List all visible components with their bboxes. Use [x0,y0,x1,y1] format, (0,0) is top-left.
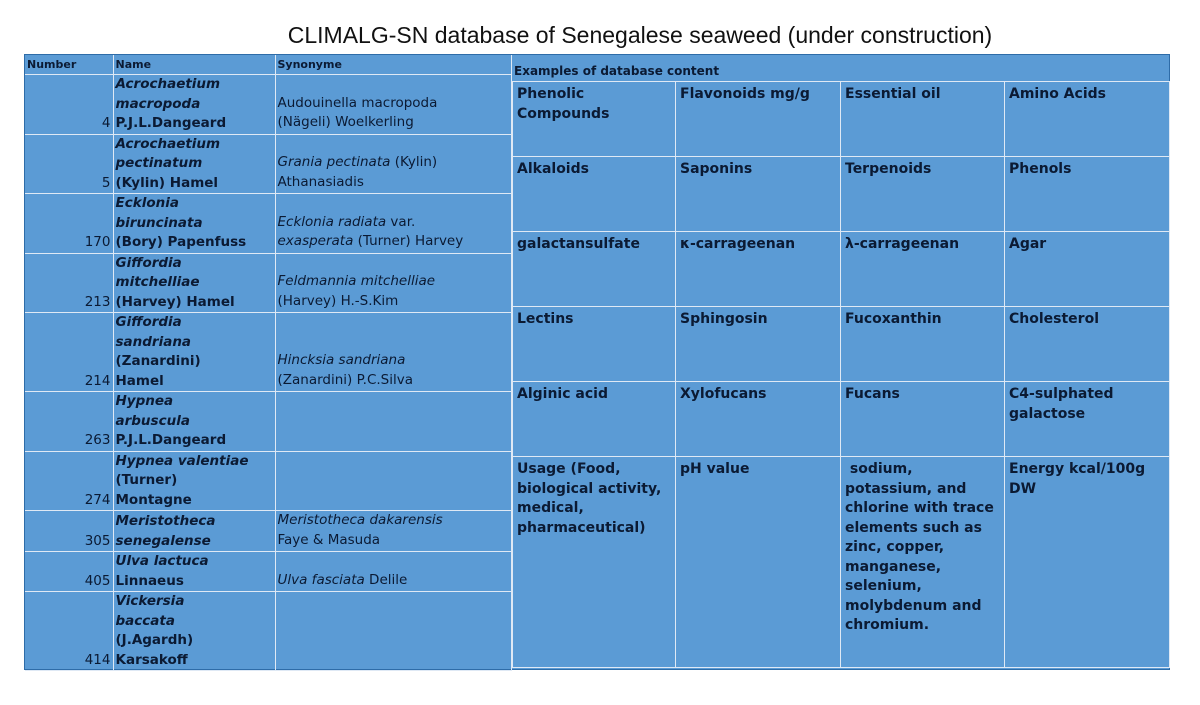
synonym-author-part: (Zanardini) P.C.Silva [277,371,413,388]
table-row [25,253,511,313]
species-name-line: Hamel [115,372,164,389]
species-number: 414 [25,592,113,671]
synonym-italic-part: Grania pectinata [277,154,391,170]
species-name-line: sandriana [115,333,192,350]
grid-cell: Alkaloids [513,157,676,232]
species-number: 213 [25,253,113,313]
species-name-line: mitchelliae [115,274,200,290]
species-number: 405 [25,552,113,592]
synonym-line [278,94,509,114]
species-name-line: P.J.L.Dangeard [115,432,227,448]
grid-cell: C4-sulphated galactose [1005,382,1170,457]
species-number: 5 [25,134,113,194]
examples-section [512,55,1169,669]
grid-cell: Phenols [1005,157,1170,232]
grid-cell: Energy kcal/100g DW [1005,457,1170,668]
species-name-line: P.J.L.Dangeard [115,115,227,131]
species-number: 170 [25,194,113,254]
grid-cell: pH value [676,457,841,668]
species-name-line: (Turner) [115,472,178,488]
synonym-line [278,371,509,391]
species-synonym [275,451,511,511]
grid-row [513,382,1170,457]
grid-row [513,307,1170,382]
examples-grid [512,81,1170,668]
species-name [113,592,275,671]
table-row [25,75,511,135]
species-synonym [275,511,511,552]
species-name-line: (Kylin) Hamel [115,174,219,191]
examples-title: Examples of database content [514,64,720,78]
species-name-line: (Bory) Papenfuss [115,234,247,250]
table-row [25,134,511,194]
grid-cell: κ-carrageenan [676,232,841,307]
synonym-line [278,173,509,193]
synonym-line [278,351,509,371]
species-synonym [275,392,511,452]
grid-cell: Cholesterol [1005,307,1170,382]
species-name-line: macropoda [115,95,201,112]
species-synonym [275,313,511,392]
species-synonym [275,134,511,194]
species-name [113,75,275,135]
header-name: Name [113,55,275,75]
synonym-line [278,232,509,252]
synonym-italic-part: Ecklonia radiata [277,213,387,230]
species-number: 214 [25,313,113,392]
synonym-author-part: Audouinella macropoda [277,94,438,111]
species-name [113,253,275,313]
species-name-line: Montagne [115,491,192,508]
synonym-line [278,213,509,233]
species-name-line: (J.Agardh) [115,632,194,648]
grid-cell: Usage (Food, biological activity, medical, pharmaceutical) [513,457,676,668]
species-synonym [275,552,511,592]
species-name-line: Hypnea [115,393,174,409]
species-synonym [275,194,511,254]
grid-cell: Phenolic Compounds [513,82,676,157]
synonym-author-part: Faye & Masuda [277,531,381,548]
grid-cell: Amino Acids [1005,82,1170,157]
synonym-author-part: (Turner) Harvey [353,233,464,249]
species-name [113,552,275,592]
species-synonym [275,253,511,313]
species-name-line: (Harvey) Hamel [115,293,235,310]
species-name-line: baccata [115,612,175,629]
species-name-line: Karsakoff [115,651,188,668]
species-number: 4 [25,75,113,135]
species-name-line: Acrochaetium [115,76,221,92]
synonym-italic-part: exasperata [277,233,354,249]
synonym-author-part: var. [386,213,416,230]
species-number: 305 [25,511,113,552]
species-name-line: Hypnea valentiae [115,452,249,469]
grid-cell: Flavonoids mg/g [676,82,841,157]
grid-cell: Terpenoids [841,157,1005,232]
table-row [25,592,511,671]
database-panel [24,54,1170,670]
grid-row [513,82,1170,157]
grid-cell: Lectins [513,307,676,382]
species-name-line: arbuscula [115,412,190,429]
table-row [25,451,511,511]
grid-cell: λ-carrageenan [841,232,1005,307]
synonym-line [278,153,509,173]
synonym-italic-part: Ulva fasciata [277,571,365,588]
grid-cell: Essential oil [841,82,1005,157]
table-row [25,313,511,392]
species-name-line: Ulva lactuca [115,553,209,569]
species-name-line: senegalense [115,532,211,549]
synonym-author-part: (Kylin) [390,154,438,170]
grid-cell: galactansulfate [513,232,676,307]
header-synonym: Synonyme [275,55,511,75]
species-name-line: Giffordia [115,314,182,330]
species-name-line: Linnaeus [115,572,184,589]
synonym-line [278,292,509,312]
species-synonym [275,75,511,135]
species-name [113,392,275,452]
grid-cell: Agar [1005,232,1170,307]
grid-cell: Alginic acid [513,382,676,457]
table-row [25,511,511,552]
species-name-line: Acrochaetium [115,135,221,152]
synonym-line [278,272,509,292]
species-number: 263 [25,392,113,452]
synonym-author-part: (Nägeli) Woelkerling [277,114,414,130]
species-name-line: Vickersia [115,593,185,609]
header-number: Number [25,55,113,75]
grid-cell: Fucoxanthin [841,307,1005,382]
species-name-line: Meristotheca [115,513,216,529]
grid-cell: Sphingosin [676,307,841,382]
synonym-author-part: Athanasiadis [277,173,364,190]
grid-row [513,232,1170,307]
grid-cell: Fucans [841,382,1005,457]
species-table [25,55,512,671]
species-name-line: Giffordia [115,254,182,271]
grid-row [513,157,1170,232]
table-row [25,194,511,254]
synonym-line [278,113,509,133]
species-number: 274 [25,451,113,511]
table-row [25,552,511,592]
synonym-italic-part: Hincksia sandriana [277,352,406,368]
species-table-body [25,75,511,671]
grid-cell: Saponins [676,157,841,232]
synonym-italic-part: Meristotheca dakarensis [277,512,443,528]
species-table-header [25,55,511,75]
species-name-line: biruncinata [115,214,203,231]
synonym-author-part: (Harvey) H.-S.Kim [277,292,399,309]
grid-row [513,457,1170,668]
grid-cell: Xylofucans [676,382,841,457]
species-name [113,451,275,511]
species-name-line: (Zanardini) [115,353,201,369]
species-synonym [275,592,511,671]
species-name-line: Ecklonia [115,195,179,211]
synonym-italic-part: Feldmannia mitchelliae [277,273,436,289]
table-row [25,392,511,452]
synonym-line [278,511,509,531]
page-title: CLIMALG-SN database of Senegalese seaweed (under construction) [287,22,993,48]
synonym-line [278,571,509,591]
synonym-author-part: Delile [364,571,408,588]
species-name [113,194,275,254]
grid-cell: sodium, potassium, and chlorine with trace elements such as zinc, copper, manganese, selenium, molybdenum and chromium. [841,457,1005,668]
synonym-line [278,531,509,551]
species-name [113,313,275,392]
species-name [113,134,275,194]
species-name [113,511,275,552]
species-name-line: pectinatum [115,155,203,171]
